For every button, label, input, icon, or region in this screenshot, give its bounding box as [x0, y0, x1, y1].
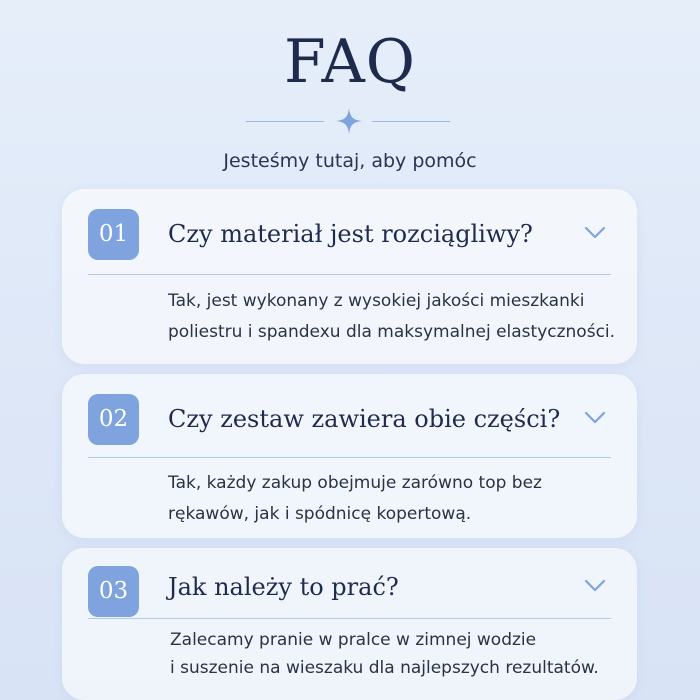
faq-answer-line: Tak, każdy zakup obejmuje zarówno top bez — [168, 473, 542, 493]
faq-separator — [88, 457, 611, 458]
divider-line-right — [372, 121, 450, 122]
faq-answer-line: poliestru i spandexu dla maksymalnej elastyczności. — [168, 322, 616, 342]
faq-number-badge: 01 — [88, 209, 139, 260]
faq-item-3[interactable] — [62, 548, 637, 700]
chevron-down-icon[interactable] — [583, 578, 607, 594]
faq-separator — [88, 274, 611, 275]
faq-answer — [168, 468, 542, 530]
sparkle-icon — [334, 106, 364, 136]
faq-item-2[interactable] — [62, 374, 637, 538]
divider-line-left — [246, 121, 324, 122]
faq-separator — [88, 618, 611, 619]
faq-answer-line: Zalecamy pranie w pralce w zimnej wodzie — [170, 630, 537, 650]
faq-answer — [168, 286, 615, 348]
faq-question[interactable]: Jak należy to prać? — [168, 573, 399, 601]
faq-answer-line: Tak, jest wykonany z wysokiej jakości mieszkanki — [168, 291, 585, 311]
chevron-down-icon[interactable] — [583, 225, 607, 241]
faq-number-badge: 03 — [88, 566, 139, 617]
faq-answer-line: i suszenie na wieszaku dla najlepszych rezultatów. — [170, 658, 599, 678]
faq-answer — [170, 626, 599, 682]
faq-answer-line: rękawów, jak i spódnicę kopertową. — [168, 504, 472, 524]
chevron-down-icon[interactable] — [583, 410, 607, 426]
page-title: FAQ — [284, 27, 416, 97]
faq-question[interactable]: Czy zestaw zawiera obie części? — [168, 405, 561, 433]
faq-question[interactable]: Czy materiał jest rozciągliwy? — [168, 220, 533, 248]
faq-number-badge: 02 — [88, 394, 139, 445]
faq-item-1[interactable] — [62, 189, 637, 364]
page-subtitle: Jesteśmy tutaj, aby pomóc — [223, 150, 477, 172]
